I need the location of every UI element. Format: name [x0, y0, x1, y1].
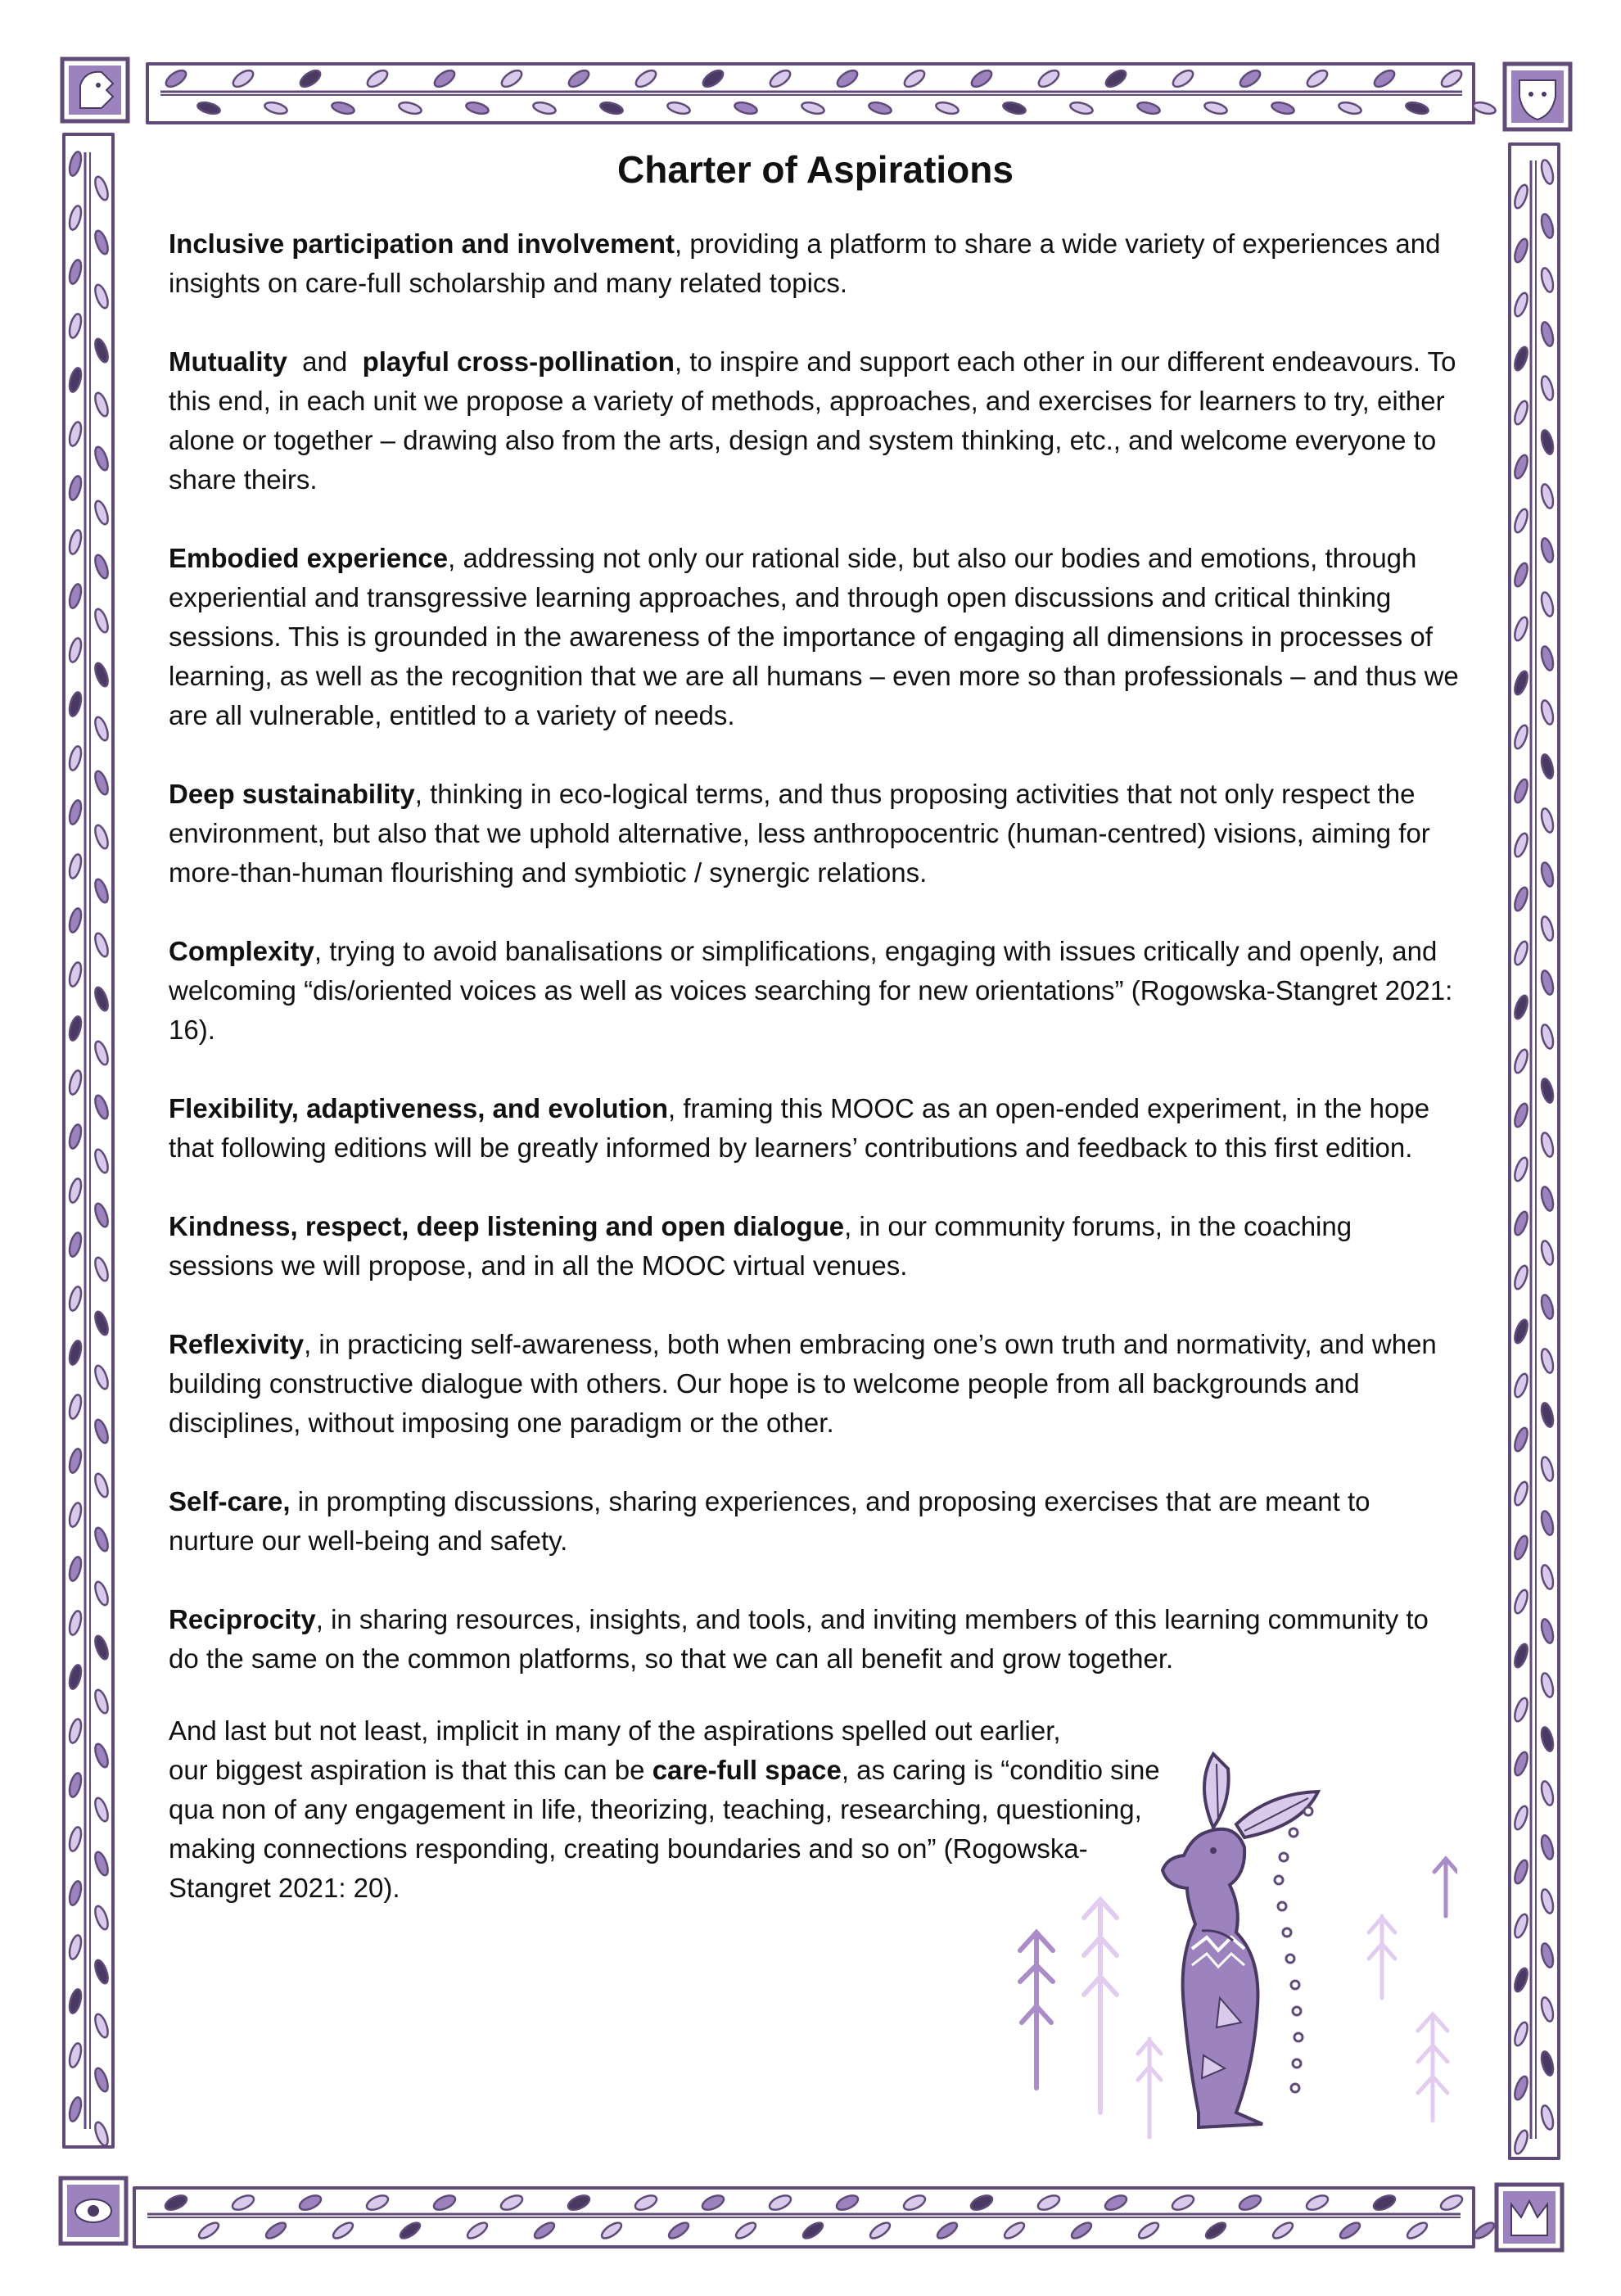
bird-head-icon — [62, 59, 128, 121]
shield-mask-icon — [1505, 64, 1570, 129]
page-title: Charter of Aspirations — [617, 148, 1014, 191]
aspiration-item — [169, 224, 1462, 303]
aspiration-item — [169, 342, 1462, 499]
aspiration-list — [169, 224, 1462, 1679]
aspiration-term: Complexity — [169, 936, 314, 966]
aspiration-item — [169, 1482, 1462, 1561]
aspiration-text: , in our community forums, in the coaching sessions we will propose, and in all the MOOC virtual venues. — [169, 1211, 1352, 1281]
aspiration-term: Deep sustainability — [169, 779, 415, 809]
aspiration-item — [169, 932, 1462, 1050]
arrow-dark-left — [1020, 1932, 1053, 2088]
eye-icon — [61, 2178, 126, 2244]
aspiration-term: Mutuality — [169, 346, 287, 377]
aspiration-term-secondary: playful cross-pollination — [362, 346, 675, 377]
aspiration-item — [169, 1600, 1462, 1679]
arrow-light-far-right — [1418, 2014, 1447, 2121]
aspiration-term: Reciprocity — [169, 1604, 316, 1634]
aspiration-text: , thinking in eco-logical terms, and thus proposing activities that not only respect the environment, but also that we uphold alternative, less anthropocentric (human-centred) visions, aiming for more-than-human flourishing and symbiotic / synergic relations. — [169, 779, 1430, 888]
aspiration-text: , in practicing self-awareness, both when embracing one’s own truth and normativity, and when building constructive dialogue with others. Our hope is to welcome people from all backgrounds and disciplines, without imposing one paradigm or the other. — [169, 1329, 1437, 1438]
aspiration-term: Reflexivity — [169, 1329, 305, 1359]
aspiration-text: , trying to avoid banalisations or simplifications, engaging with issues critically and openly, and welcoming “dis/oriented voices as well as voices searching for new orientations” (Rogowska-Stangret 2021: 16). — [169, 936, 1453, 1045]
aspiration-term: Embodied experience — [169, 543, 449, 573]
aspiration-text: in prompting discussions, sharing experiences, and proposing exercises that are meant to nurture our well-being and safety. — [169, 1486, 1370, 1556]
aspiration-joiner: and — [287, 346, 363, 377]
aspiration-term: Kindness, respect, deep listening and open dialogue — [169, 1211, 845, 1241]
aspiration-text: , framing this MOOC as an open-ended experiment, in the hope that following editions will be greatly informed by learners’ contributions and feedback to this first edition. — [169, 1093, 1430, 1163]
rabbit-dots — [1275, 1807, 1312, 2092]
aspiration-term: Self-care, — [169, 1486, 291, 1516]
closing-after: , as caring is “conditio sine qua non of any engagement in life, theorizing, teaching, researching, questioning, making connections responding, creating boundaries and so on” (Rogowska-Stangret 2021: 20). — [169, 1755, 1160, 1903]
aspiration-text: , providing a platform to share a wide variety of experiences and insights on care-full scholarship and many related topics. — [169, 228, 1441, 298]
charter-content — [169, 147, 1462, 1908]
arrow-light-tall — [1084, 1900, 1117, 2113]
rabbit-illustration — [999, 1736, 1457, 2178]
closing-lead: And last but not least, implicit in many of the aspirations spelled out earlier, — [169, 1715, 1061, 1746]
aspiration-term: Flexibility, adaptiveness, and evolution — [169, 1093, 669, 1123]
aspiration-item — [169, 775, 1462, 893]
arrow-mid-top — [1434, 1859, 1457, 1916]
aspiration-item — [169, 1089, 1462, 1168]
aspiration-term: Inclusive participation and involvement — [169, 228, 675, 259]
aspiration-item — [169, 1325, 1462, 1443]
aspiration-item — [169, 539, 1462, 735]
aspiration-item — [169, 1207, 1462, 1286]
aspiration-text: , addressing not only our rational side, but also our bodies and emotions, through experiential and transgressive learning approaches, and through open discussions and critical thinking sessions. This is grounded in the awareness of the importance of engaging all dimensions in processes of learning, as well as the recognition that we are all humans – even more so than professionals – and thus we are all vulnerable, entitled to a variety of needs. — [169, 543, 1459, 730]
aspiration-text: , to inspire and support each other in our different endeavours. To this end, in each unit we propose a variety of methods, approaches, and exercises for learners to try, either alone or together – drawing also from the arts, design and system thinking, etc., and welcome everyone to share theirs. — [169, 346, 1456, 495]
aspiration-text: , in sharing resources, insights, and tools, and inviting members of this learning community to do the same on the common platforms, so that we can all benefit and grow together. — [169, 1604, 1429, 1674]
rabbit-figure — [1163, 1754, 1318, 2127]
crown-icon — [1497, 2185, 1562, 2250]
arrow-light-small — [1138, 2039, 1161, 2137]
closing-before: our biggest aspiration is that this can be — [169, 1755, 652, 1785]
arrow-light-right — [1369, 1916, 1395, 1998]
closing-term: care-full space — [652, 1755, 842, 1785]
